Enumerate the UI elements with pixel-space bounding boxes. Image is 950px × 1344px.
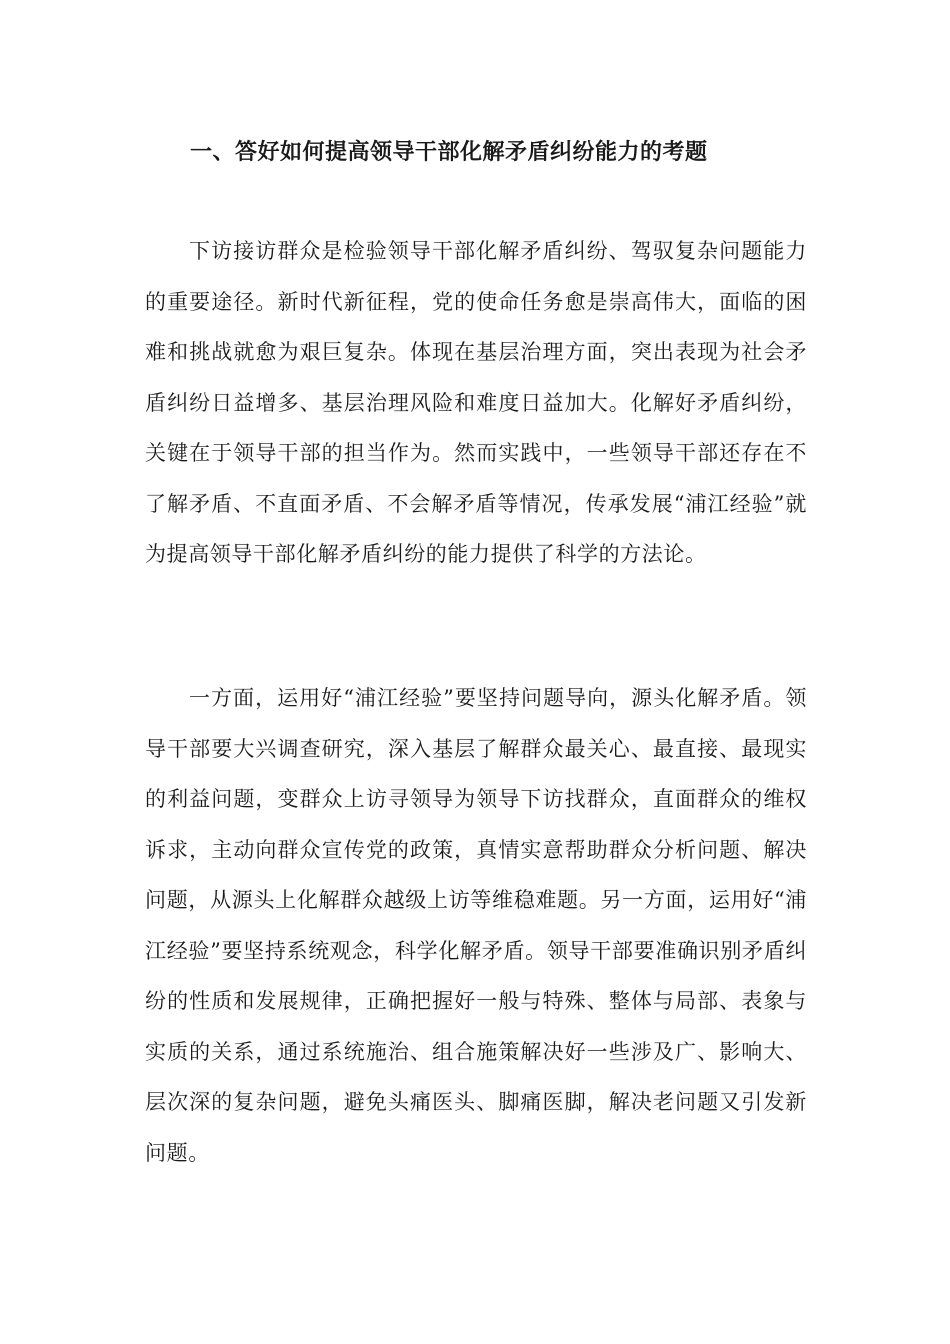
body-paragraph-2: 一方面，运用好“浦江经验”要坚持问题导向，源头化解矛盾。领导干部要大兴调查研究，深入基层了解群众最关心、最直接、最现实的利益问题，变群众上访寻领导为领导下访找群众，直面群众的维权诉求，主动向群众宣传党的政策，真情实意帮助群众分析问题、解决问题，从源头上化解群众越级上访等维稳难题。另一方面，运用好“浦江经验”要坚持系统观念，科学化解矛盾。领导干部要准确识别矛盾纠纷的性质和发展规律，正确把握好一般与特殊、整体与局部、表象与实质的关系，通过系统施治、组合施策解决好一些涉及广、影响大、层次深的复杂问题，避免头痛医头、脚痛医脚，解决老问题又引发新问题。 <box>145 686 807 1165</box>
body-paragraph-1: 下访接访群众是检验领导干部化解矛盾纠纷、驾驭复杂问题能力的重要途径。新时代新征程，党的使命任务愈是崇高伟大，面临的困难和挑战就愈为艰巨复杂。体现在基层治理方面，突出表现为社会矛盾纠纷日益增多、基层治理风险和难度日益加大。化解好矛盾纠纷，关键在于领导干部的担当作为。然而实践中，一些领导干部还存在不了解矛盾、不直面矛盾、不会解矛盾等情况，传承发展“浦江经验”就为提高领导干部化解矛盾纠纷的能力提供了科学的方法论。 <box>145 239 807 566</box>
section-heading: 一、答好如何提高领导干部化解矛盾纠纷能力的考题 <box>190 139 708 165</box>
